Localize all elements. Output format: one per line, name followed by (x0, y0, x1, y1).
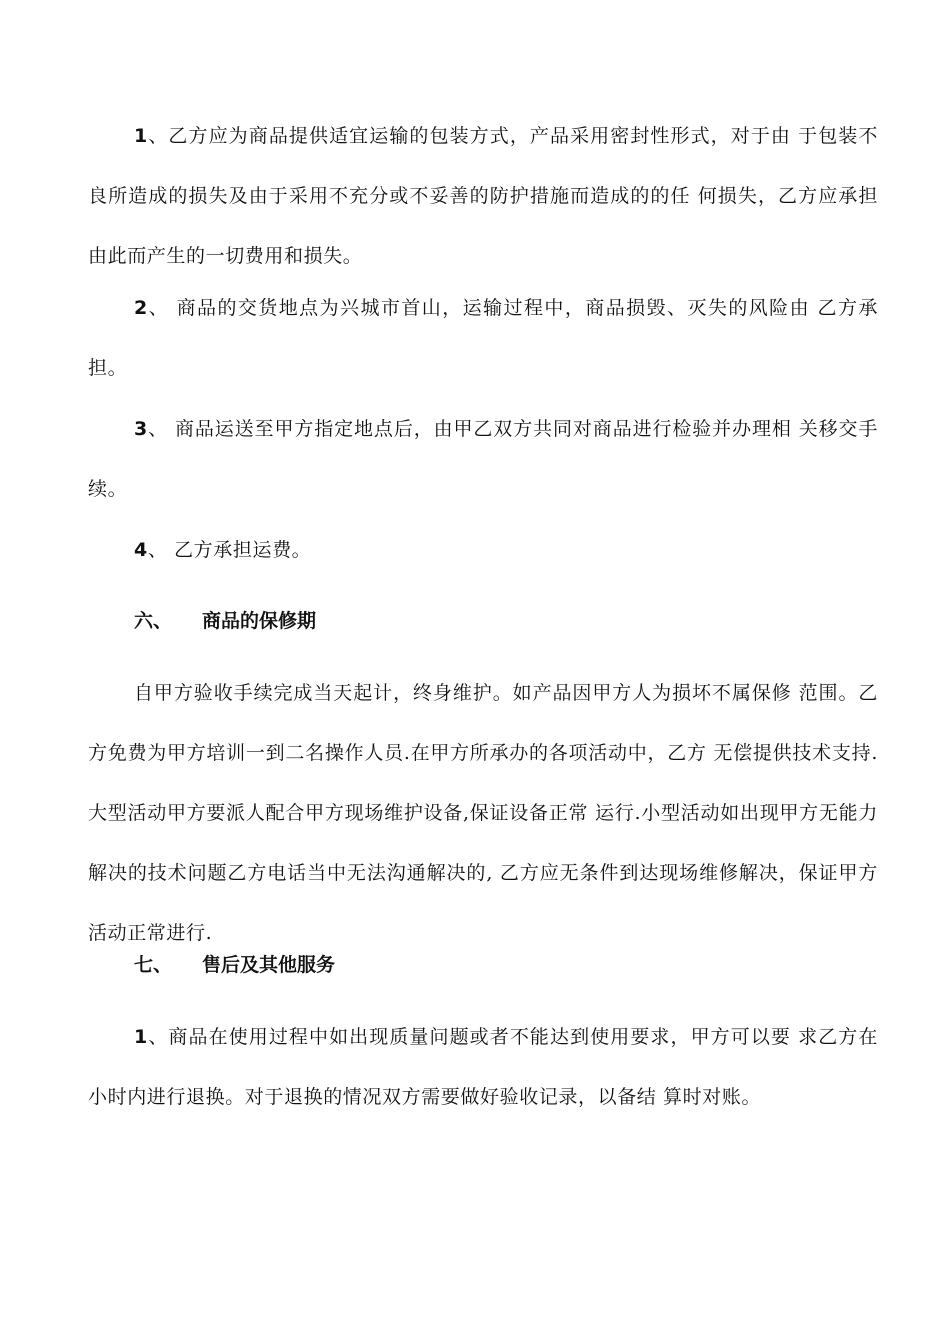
section-number: 六、 (134, 610, 173, 632)
section-title: 商品的保修期 (202, 610, 317, 632)
section5-item1 (88, 106, 878, 286)
section5-item4 (88, 520, 878, 580)
item-number: 3 (134, 418, 148, 440)
item-text: 、乙方应为商品提供适宜运输的包装方式，产品采用密封性形式，对于由 于包装不良所造成的损失及由于采用不充分或不妥善的防护措施而造成的的任 何损失，乙方应承担由此而产生的一切费用和损失。 (88, 125, 878, 267)
section7-heading (134, 950, 335, 980)
item-number: 1 (134, 1026, 148, 1048)
item-number: 1 (134, 125, 148, 147)
section-number: 七、 (134, 954, 173, 976)
item-number: 2 (134, 297, 148, 319)
item-text: 、 商品运送至甲方指定地点后，由甲乙双方共同对商品进行检验并办理相 关移交手续。 (88, 418, 878, 500)
section6-heading (134, 606, 316, 636)
section6-body: 自甲方验收手续完成当天起计，终身维护。如产品因甲方人为损坏不属保修 范围。乙方免费为甲方培训一到二名操作人员.在甲方所承办的各项活动中，乙方 无偿提供技术支持.大型活动甲方要派人配合甲方现场维护设备,保证设备正常 运行.小型活动如出现甲方无能力解决的技术问题乙方电话当中无法沟通解决的, 乙方应无条件到达现场维修解决，保证甲方活动正常进行. (88, 682, 878, 944)
item-number: 4 (134, 539, 148, 561)
section5-item3 (88, 399, 878, 519)
section-title: 售后及其他服务 (202, 954, 336, 976)
section7-item1 (88, 1007, 885, 1127)
item-text: 、商品在使用过程中如出现质量问题或者不能达到使用要求，甲方可以要 求乙方在 小时内进行退换。对于退换的情况双方需要做好验收记录，以备结 算时对账。 (88, 1026, 885, 1108)
section5-item2 (88, 278, 878, 398)
item-text: 、 乙方承担运费。 (147, 539, 312, 561)
item-text: 、 商品的交货地点为兴城市首山，运输过程中，商品损毁、灭失的风险由 乙方承担。 (88, 297, 878, 379)
